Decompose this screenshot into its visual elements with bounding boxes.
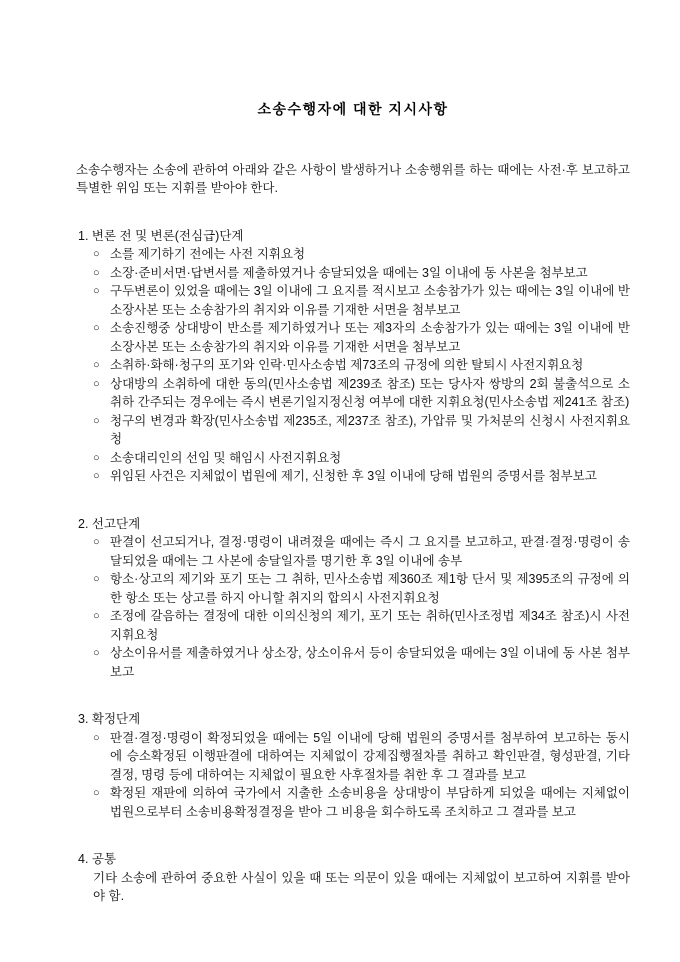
section-items [76,245,630,486]
bullet-marker: ○ [93,248,100,260]
list-item [76,449,630,468]
list-item [76,264,630,283]
item-text: 판결·결정·명령이 확정되었을 때에는 5일 이내에 당해 법원의 증명서를 첨부하여 보고하는 동시에 승소확정된 이행판결에 대하여는 지체없이 강제집행절차를 취하고 확인판결, 형성판결, 기타 결정, 명령 등에 대하여는 지체없이 필요한 사후절차를 취한 후 그 결과를 보고 [110,730,630,782]
section-heading: 2. 선고단계 [78,516,141,531]
bullet-marker: ○ [93,266,100,279]
section-heading: 1. 변론 전 및 변론(전심급)단계 [78,228,244,243]
item-text: 소장·준비서면·답변서를 제출하였거나 송달되었을 때에는 3일 이내에 동 사본을 첨부보고 [110,265,588,280]
bullet-marker: ○ [93,731,100,744]
bullet-marker: ○ [93,536,100,548]
item-text: 구두변론이 있었을 때에는 3일 이내에 그 요지를 적시보고 소송참가가 있는 때에는 3일 이내에 반소장사본 또는 소송참가의 취지와 이유를 기재한 서면을 첨부보고 [110,284,630,317]
list-item [76,784,630,821]
bullet-marker: ○ [93,285,100,297]
item-text: 확정된 재판에 의하여 국가에서 지출한 소송비용을 상대방이 부담하게 되었을 때에는 지체없이 법원으로부터 소송비용확정결정을 받아 그 비용을 회수하도록 조치하고 그 결과를 보고 [110,786,630,819]
bullet-marker: ○ [93,470,100,482]
section-heading: 3. 확정단계 [78,712,141,726]
section-common [76,850,630,906]
list-item [76,319,630,356]
item-text: 위임된 사건은 지체없이 법원에 제기, 신청한 후 3일 이내에 당해 법원의 증명서를 첨부보고 [110,469,597,483]
item-text: 소송진행중 상대방이 반소를 제기하였거나 또는 제3자의 소송참가가 있는 때에는 3일 이내에 반소장사본 또는 소송참가의 취지와 이유를 기재한 서면을 첨부보고 [110,321,630,354]
item-text: 소취하·화해·청구의 포기와 인락·민사소송법 제73조의 규정에 의한 탈퇴시 사전지휘요청 [110,358,584,372]
item-text: 상소이유서를 제출하였거나 상소장, 상소이유서 등이 송달되었을 때에는 3일 이내에 동 사본 첨부보고 [110,646,630,679]
bullet-marker: ○ [93,451,100,464]
list-item [76,729,630,785]
bullet-marker: ○ [93,359,100,371]
section-judgment [76,515,630,682]
list-item [76,467,630,486]
bullet-marker: ○ [93,322,100,334]
list-item [76,570,630,607]
item-text: 상대방의 소취하에 대한 동의(민사소송법 제239조 참조) 또는 당사자 쌍방의 2회 불출석으로 소취하 간주되는 경우에는 즉시 변론기일지정신청 여부에 대한 지휘요청(민사소송법 제241조 참조) [110,376,630,409]
list-item [76,356,630,375]
bullet-marker: ○ [93,377,100,390]
section-items [76,533,630,681]
item-text: 소송대리인의 선임 및 해임시 사전지휘요청 [110,450,342,465]
section-items [76,729,630,822]
bullet-marker: ○ [93,610,100,622]
item-text: 조정에 갈음하는 결정에 대한 이의신청의 제기, 포기 또는 취하(민사조정법 제34조 참조)시 사전지휘요청 [110,609,630,642]
bullet-marker: ○ [93,787,100,799]
item-text: 항소·상고의 제기와 포기 또는 그 취하, 민사소송법 제360조 제1항 단서 및 제395조의 규정에 의한 항소 또는 상고를 하지 아니할 취지의 합의시 사전지휘요청 [110,572,630,605]
bullet-marker: ○ [93,573,100,585]
list-item [76,245,630,264]
bullet-marker: ○ [93,647,100,659]
list-item [76,533,630,570]
section-final [76,710,630,821]
list-item [76,282,630,319]
section-pretrial [76,227,630,486]
item-text: 청구의 변경과 확장(민사소송법 제235조, 제237조 참조), 가압류 및 가처분의 신청시 사전지휘요청 [110,413,630,446]
item-text: 판결이 선고되거나, 결정·명령이 내려졌을 때에는 즉시 그 요지를 보고하고, 판결·결정·명령이 송달되었을 때에는 그 사본에 송달일자를 명기한 후 3일 이내에 송부 [110,535,630,568]
list-item [76,644,630,681]
bullet-marker: ○ [93,414,100,427]
list-item [76,412,630,449]
item-text: 소를 제기하기 전에는 사전 지휘요청 [110,247,306,261]
section-paragraph: 기타 소송에 관하여 중요한 사실이 있을 때 또는 의문이 있을 때에는 지체없이 보고하여 지휘를 받아야 함. [93,870,630,903]
list-item [76,607,630,644]
list-item [76,375,630,412]
section-heading: 4. 공통 [78,852,117,866]
doc-title: 소송수행자에 대한 지시사항 [257,101,449,117]
doc-intro: 소송수행자는 소송에 관하여 아래와 같은 사항이 발생하거나 소송행위를 하는 때에는 사전·후 보고하고 특별한 위임 또는 지휘를 받아야 한다. [76,162,630,195]
